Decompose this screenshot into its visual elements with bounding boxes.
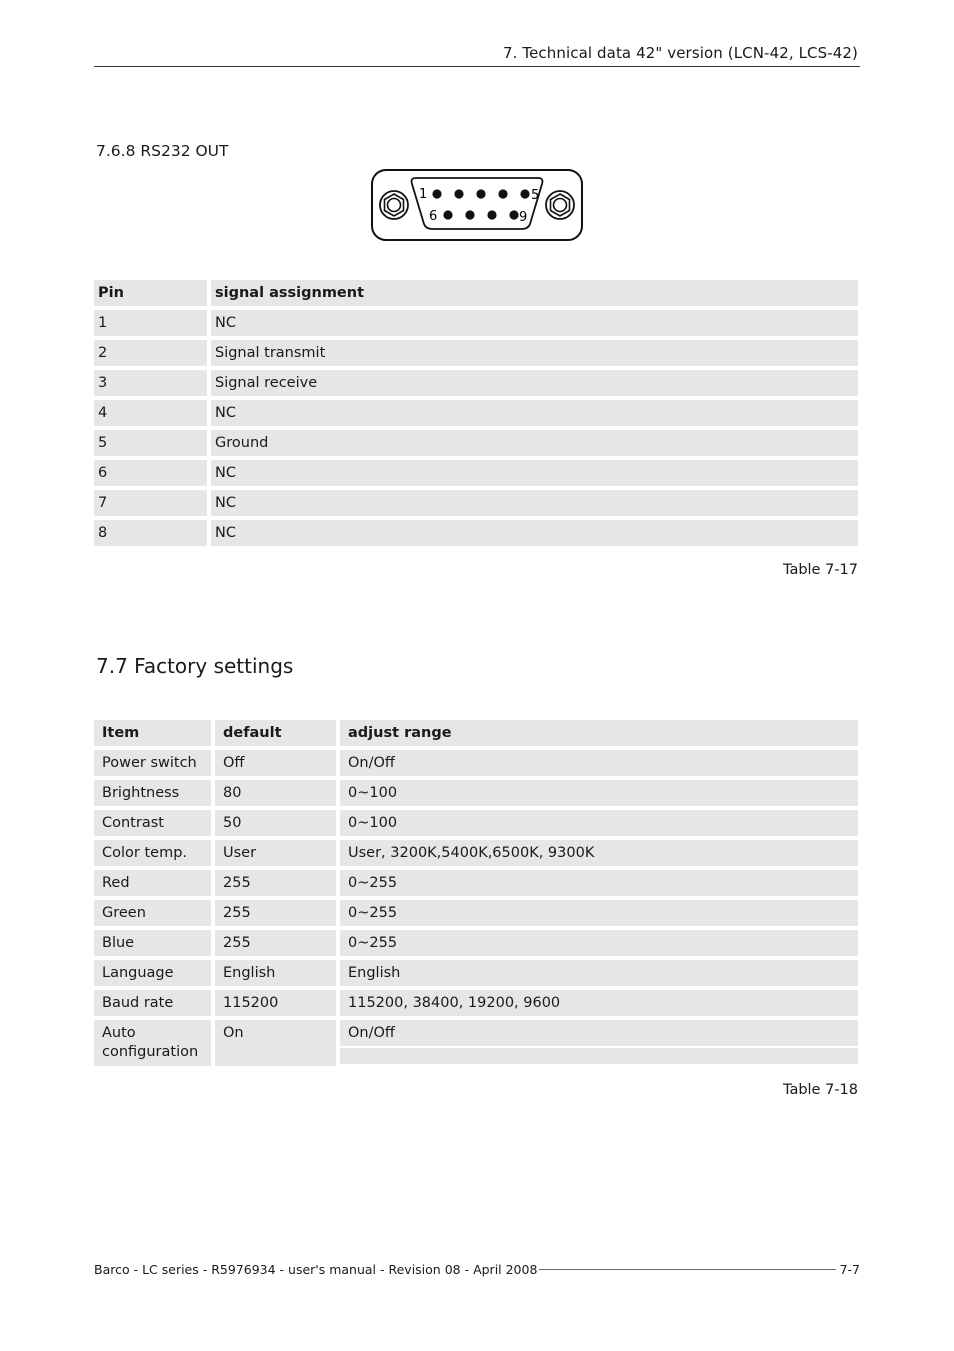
table-caption-7-17: Table 7-17 [782,562,858,578]
pin-cell: 2 [94,340,207,366]
pin-cell: 6 [94,460,207,486]
default-cell: 255 [215,930,336,956]
signal-cell: NC [211,400,858,426]
range-cell-split [340,1020,858,1066]
table-caption-7-18: Table 7-18 [782,1082,858,1098]
page-footer [94,1260,860,1278]
item-cell: Color temp. [94,840,211,866]
range-cell: 115200, 38400, 19200, 9600 [340,990,858,1016]
table-header-row [94,720,858,746]
table-row [94,310,858,336]
range-cell: English [340,960,858,986]
item-cell: Green [94,900,211,926]
pin-label-9: 9 [519,210,528,225]
page-header-chapter: 7. Technical data 42" version (LCN-42, LCS-42) [503,44,858,62]
item-cell: Blue [94,930,211,956]
range-cell: 0~100 [340,810,858,836]
item-cell: Power switch [94,750,211,776]
db9-connector-icon [370,168,584,244]
table-row [94,780,858,806]
table-row [94,960,858,986]
column-header-default: default [215,720,336,746]
footer-rule [539,1269,835,1270]
signal-cell: NC [211,490,858,516]
table-row [94,750,858,776]
signal-cell: Ground [211,430,858,456]
pin-cell: 8 [94,520,207,546]
item-cell: Contrast [94,810,211,836]
default-cell: 115200 [215,990,336,1016]
item-cell: Auto configuration [94,1020,211,1066]
header-rule [94,66,860,67]
table-row [94,930,858,956]
pin-cell: 1 [94,310,207,336]
table-row [94,810,858,836]
table-row [94,840,858,866]
page-number: 7-7 [839,1261,860,1277]
default-cell: Off [215,750,336,776]
table-row [94,490,858,516]
default-cell: On [215,1020,336,1066]
range-cell: 0~255 [340,900,858,926]
default-cell: English [215,960,336,986]
signal-cell: Signal receive [211,370,858,396]
range-cell: 0~100 [340,780,858,806]
table-row [94,340,858,366]
default-cell: 255 [215,900,336,926]
pin-cell: 3 [94,370,207,396]
signal-cell: NC [211,520,858,546]
column-header-pin: Pin [94,280,207,306]
column-header-adjust-range: adjust range [340,720,858,746]
range-cell-blank [340,1048,858,1064]
rs232-section-title: 7.6.8 RS232 OUT [96,142,229,160]
item-cell: Baud rate [94,990,211,1016]
rs232-pin-table [94,276,858,550]
pin-label-1: 1 [419,187,428,202]
table-row [94,430,858,456]
column-header-item: Item [94,720,211,746]
table-row [94,990,858,1016]
default-cell: 80 [215,780,336,806]
default-cell: 50 [215,810,336,836]
column-header-signal: signal assignment [211,280,858,306]
item-cell: Brightness [94,780,211,806]
pin-label-5: 5 [531,188,540,203]
range-cell: On/Off [340,750,858,776]
table-header-row [94,280,858,306]
signal-cell: Signal transmit [211,340,858,366]
range-cell: 0~255 [340,870,858,896]
table-row [94,870,858,896]
table-row [94,1020,858,1066]
range-cell: User, 3200K,5400K,6500K, 9300K [340,840,858,866]
table-row [94,520,858,546]
default-cell: 255 [215,870,336,896]
factory-settings-table [94,716,858,1070]
footer-text: Barco - LC series - R5976934 - user's manual - Revision 08 - April 2008 [94,1261,538,1277]
signal-cell: NC [211,460,858,486]
pin-cell: 4 [94,400,207,426]
table-row [94,370,858,396]
pin-cell: 5 [94,430,207,456]
table-row [94,900,858,926]
pin-label-6: 6 [429,209,438,224]
item-cell: Red [94,870,211,896]
table-row [94,460,858,486]
pin-cell: 7 [94,490,207,516]
range-cell: On/Off [340,1020,858,1046]
factory-settings-title: 7.7 Factory settings [96,654,294,678]
signal-cell: NC [211,310,858,336]
range-cell: 0~255 [340,930,858,956]
item-cell: Language [94,960,211,986]
default-cell: User [215,840,336,866]
table-row [94,400,858,426]
